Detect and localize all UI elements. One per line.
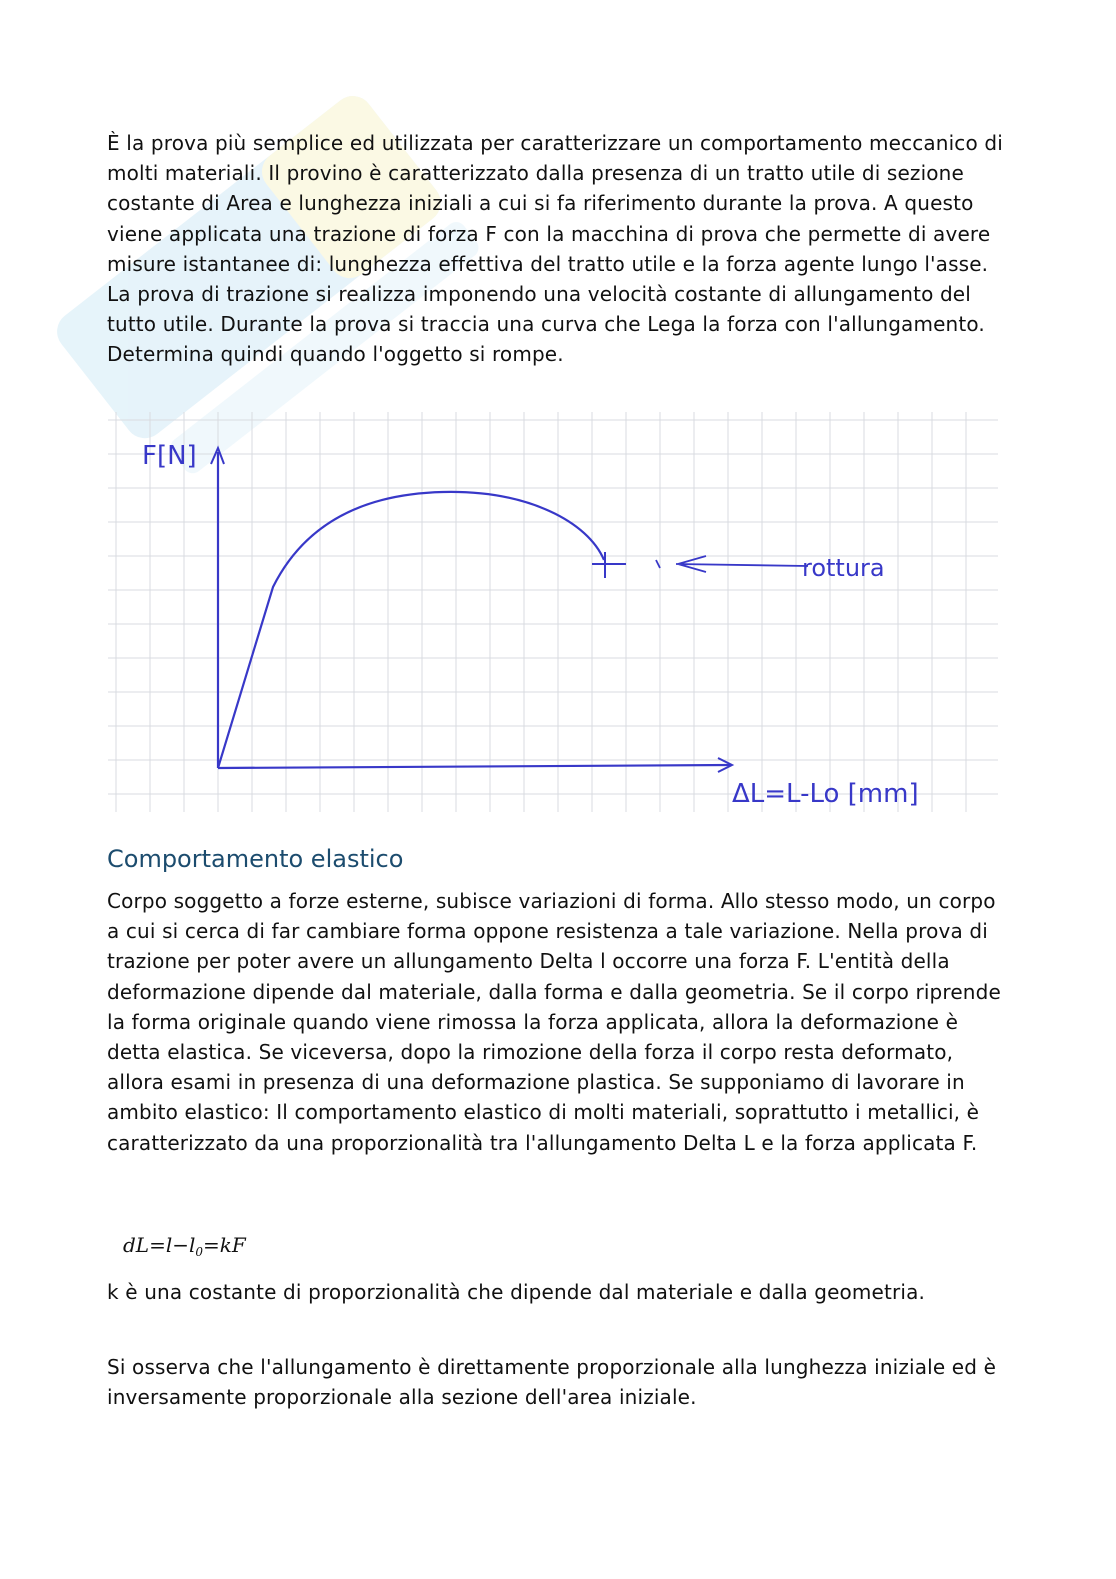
formula-lhs: dL=l−l [123,1233,196,1257]
stress-strain-sketch [108,412,998,812]
formula-subscript: 0 [195,1245,204,1259]
k-paragraph: k è una costante di proporzionalità che dipende dal materiale e dalla geometria. [107,1280,925,1304]
section-heading: Comportamento elastico [107,845,404,873]
break-label: rottura [802,554,885,582]
y-axis-label: F[N] [142,441,197,471]
break-arrow [656,556,808,572]
intro-paragraph: È la prova più semplice ed utilizzata per caratterizzare un comportamento meccanico di molti materiali. Il provino è caratterizzato dalla presenza di un tratto utile di sezione costante di Area e lunghezza iniziali a cui si fa riferimento durante la prova. A questo viene applicata una trazione di forza F con la macchina di prova che permette di avere misure istantanee di: lunghezza effettiva del tratto utile e la forza agente lungo l'asse. La prova di trazione si realizza imponendo una velocità costante di allungamento del tutto utile. Durante la prova si traccia una curva che Lega la forza con l'allungamento. Determina quindi quando l'oggetto si rompe. [107,131,1003,367]
graph-paper-grid [108,412,998,812]
formula [123,1233,246,1259]
x-axis [218,765,730,768]
elastic-paragraph: Corpo soggetto a forze esterne, subisce variazioni di forma. Allo stesso modo, un corpo a cui si cerca di far cambiare forma oppone resistenza a tale variazione. Nella prova di trazione per poter avere un allungamento Delta l occorre una forza F. L'entità della deformazione dipende dal materiale, dalla forma e dalla geometria. Se il corpo riprende la forma originale quando viene rimossa la forza applicata, allora la deformazione è detta elastica. Se viceversa, dopo la rimozione della forza il corpo resta deformato, allora esami in presenza di una deformazione plastica. Se supponiamo di lavorare in ambito elastico: Il comportamento elastico di molti materiali, soprattutto i metallici, è caratterizzato da una proporzionalità tra l'allungamento Delta L e la forza applicata F. [107,889,1001,1155]
x-axis-label: ΔL=L-Lo [mm] [732,779,919,809]
force-elongation-curve [218,492,604,768]
formula-rhs: =kF [203,1233,246,1257]
sketch-svg [108,412,998,812]
observation-paragraph: Si osserva che l'allungamento è direttamente proporzionale alla lunghezza iniziale ed è inversamente proporzionale alla sezione dell'area iniziale. [107,1355,997,1410]
